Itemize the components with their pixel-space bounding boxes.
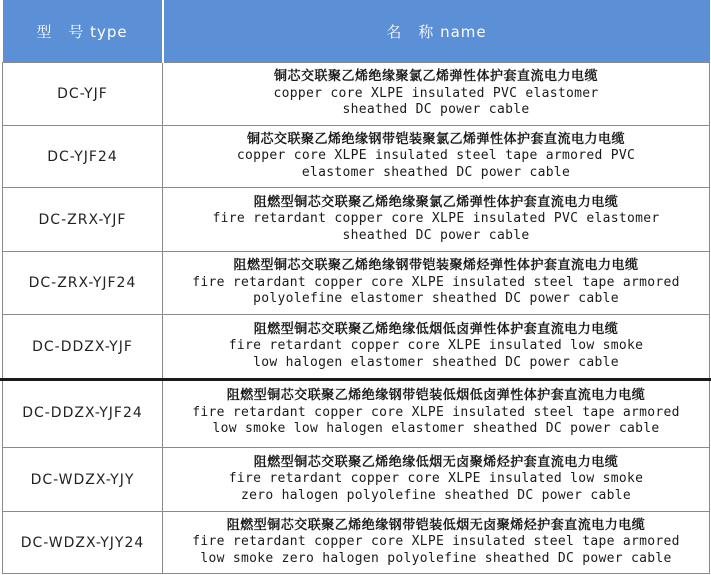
- name-cell: [163, 512, 710, 574]
- type-cell: DC-ZRX-YJF: [3, 188, 163, 252]
- table-row: [3, 63, 710, 126]
- name-chinese: 阻燃型铜芯交联聚乙烯绝缘钢带铠装低烟低卤弹性体护套直流电力电缆: [226, 388, 646, 404]
- name-english-line-2: low smoke low halogen elastomer sheathed DC power cable: [212, 421, 660, 437]
- header-row: [3, 0, 710, 63]
- name-english-line-2: elastomer sheathed DC power cable: [301, 164, 571, 180]
- name-english-line-1: fire retardant copper core XLPE insulated low smoke: [228, 471, 644, 487]
- name-english-line-1: fire retardant copper core XLPE insulated PVC elastomer: [212, 211, 660, 227]
- name-english-line-1: fire retardant copper core XLPE insulated steel tape armored: [192, 404, 680, 420]
- type-cell: DC-YJF24: [3, 126, 163, 188]
- table-row: [3, 252, 710, 315]
- name-english-line-1: copper core XLPE insulated PVC elastomer: [273, 85, 599, 101]
- type-cell: DC-ZRX-YJF24: [3, 252, 163, 315]
- name-english-line-1: copper core XLPE insulated steel tape armored PVC: [236, 148, 636, 164]
- name-cell: [163, 188, 710, 252]
- name-chinese: 阻燃型铜芯交联聚乙烯绝缘钢带铠装聚烯烃弹性体护套直流电力电缆: [233, 258, 639, 274]
- section-divider: [0, 378, 711, 381]
- name-english-line-2: sheathed DC power cable: [342, 102, 530, 118]
- name-chinese: 阻燃型铜芯交联聚乙烯绝缘低烟低卤弹性体护套直流电力电缆: [253, 321, 619, 337]
- type-cell: DC-DDZX-YJF: [3, 315, 163, 379]
- name-english-line-2: low halogen elastomer sheathed DC power cable: [253, 354, 619, 370]
- name-cell: [163, 252, 710, 315]
- name-column-header: 名 称 name: [163, 0, 710, 63]
- table-row: [3, 448, 710, 512]
- name-cell: [163, 63, 710, 126]
- type-cell: DC-WDZX-YJY: [3, 448, 163, 512]
- table-row: [3, 126, 710, 188]
- type-cell: DC-WDZX-YJY24: [3, 512, 163, 574]
- name-chinese: 阻燃型铜芯交联聚乙烯绝缘聚氯乙烯弹性体护套直流电力电缆: [253, 194, 619, 210]
- type-cell: DC-DDZX-YJF24: [3, 379, 163, 448]
- table-row: [3, 188, 710, 252]
- name-chinese: 阻燃型铜芯交联聚乙烯绝缘低烟无卤聚烯烃护套直流电力电缆: [253, 454, 619, 470]
- table-row: [3, 379, 710, 448]
- name-cell: [163, 379, 710, 448]
- cable-spec-table: [2, 0, 710, 574]
- name-english-line-2: low smoke zero halogen polyolefine sheathed DC power cable: [200, 550, 672, 566]
- name-cell: [163, 126, 710, 188]
- name-chinese: 铜芯交联聚乙烯绝缘聚氯乙烯弹性体护套直流电力电缆: [273, 69, 598, 85]
- name-chinese: 阻燃型铜芯交联聚乙烯绝缘钢带铠装低烟无卤聚烯烃护套直流电力电缆: [226, 517, 646, 533]
- name-chinese: 铜芯交联聚乙烯绝缘钢带铠装聚氯乙烯弹性体护套直流电力电缆: [246, 131, 625, 147]
- name-english-line-2: zero halogen polyolefine sheathed DC power cable: [240, 487, 632, 503]
- name-cell: [163, 315, 710, 379]
- name-english-line-2: polyolefine elastomer sheathed DC power cable: [253, 291, 619, 307]
- name-english-line-1: fire retardant copper core XLPE insulated low smoke: [228, 338, 644, 354]
- type-cell: DC-YJF: [3, 63, 163, 126]
- name-english-line-2: sheathed DC power cable: [342, 227, 530, 243]
- name-english-line-1: fire retardant copper core XLPE insulated steel tape armored: [192, 274, 680, 290]
- name-english-line-1: fire retardant copper core XLPE insulated steel tape armored: [192, 534, 680, 550]
- table-row: [3, 512, 710, 574]
- type-column-header: 型 号 type: [3, 0, 163, 63]
- table-row: [3, 315, 710, 379]
- name-cell: [163, 448, 710, 512]
